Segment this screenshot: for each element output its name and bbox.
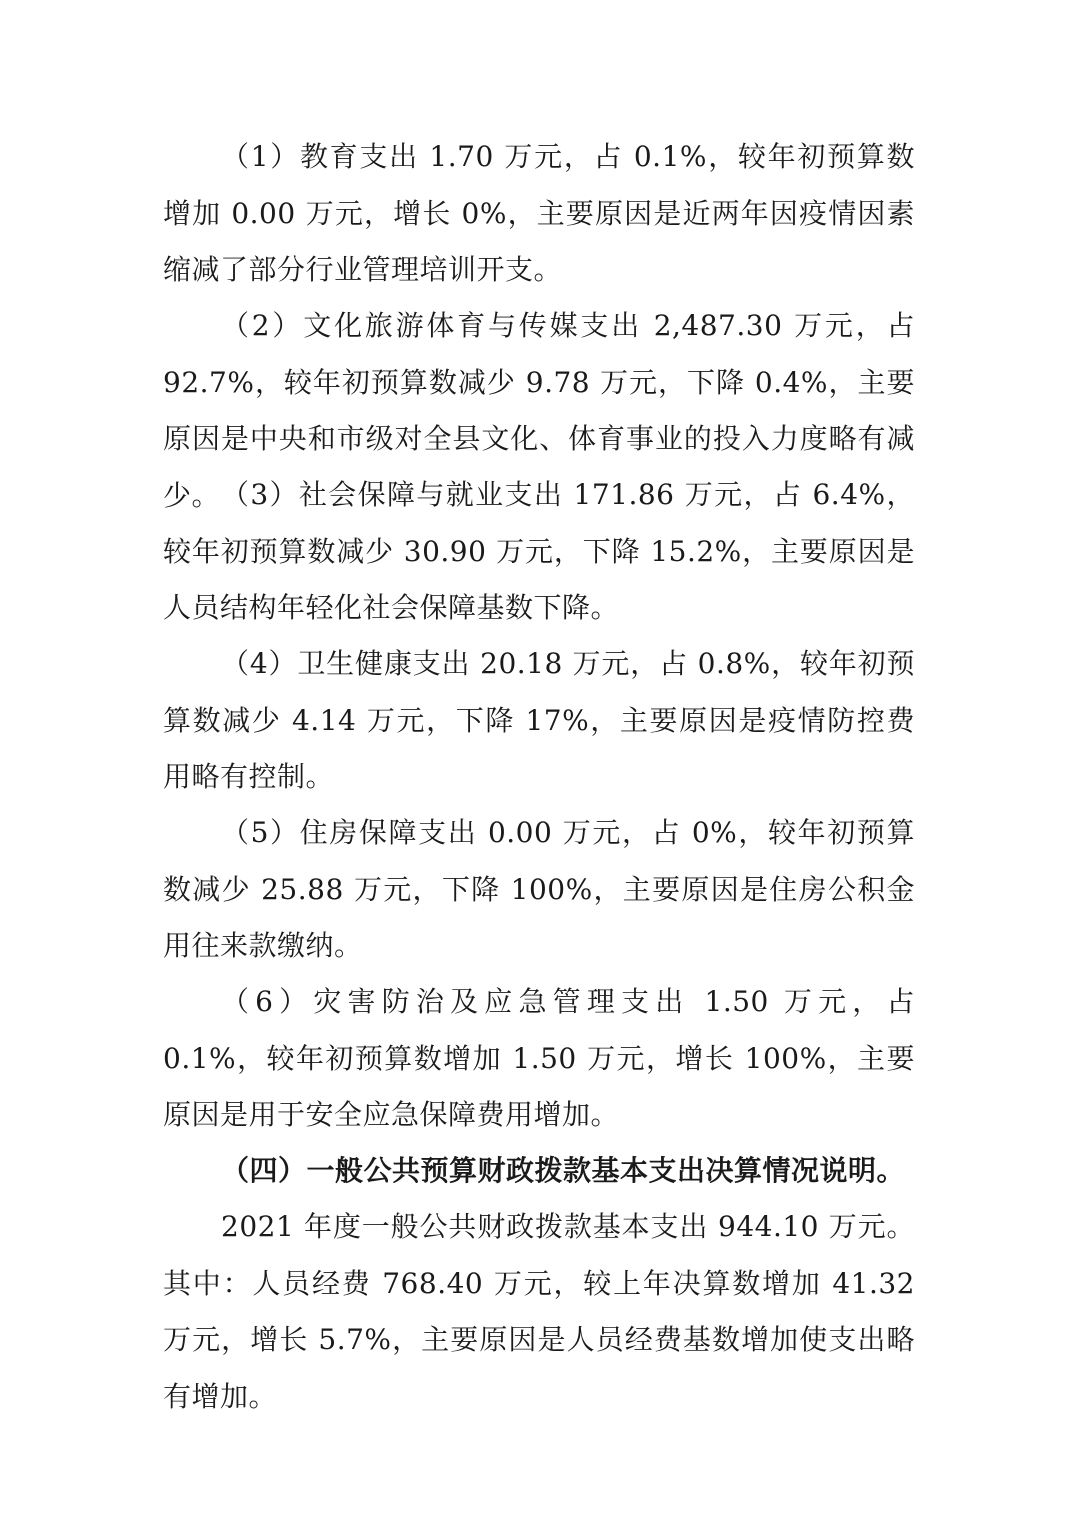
section-heading: （四）一般公共预算财政拨款基本支出决算情况说明。	[221, 1154, 906, 1187]
paragraph-culture-tourism-expense: （2）文化旅游体育与传媒支出 2,487.30 万元，占 92.7%，较年初预算数减少 9.78 万元，下降 0.4%，主要原因是中央和市级对全县文化、体育事业的投入力度略有减少。	[163, 309, 915, 512]
paragraph-disaster-prevention-expense: （6）灾害防治及应急管理支出 1.50 万元，占 0.1%，较年初预算数增加 1.50 万元，增长 100%，主要原因是用于安全应急保障费用增加。	[163, 985, 915, 1131]
paragraph-health-expense: （4）卫生健康支出 20.18 万元，占 0.8%，较年初预算数减少 4.14 万元，下降 17%，主要原因是疫情防控费用略有控制。	[163, 647, 915, 793]
paragraph-social-security-expense: （3）社会保障与就业支出 171.86 万元，占 6.4%，较年初预算数减少 30.90 万元，下降 15.2%，主要原因是人员结构年轻化社会保障基数下降。	[163, 478, 915, 624]
paragraph-education-expense: （1）教育支出 1.70 万元，占 0.1%，较年初预算数增加 0.00 万元，增长 0%，主要原因是近两年因疫情因素缩减了部分行业管理培训开支。	[163, 140, 915, 286]
paragraph-housing-expense: （5）住房保障支出 0.00 万元，占 0%，较年初预算数减少 25.88 万元，下降 100%，主要原因是住房公积金用往来款缴纳。	[163, 816, 915, 962]
paragraph-basic-expense-summary: 2021 年度一般公共财政拨款基本支出 944.10 万元。其中：人员经费 768.40 万元，较上年决算数增加 41.32 万元，增长 5.7%，主要原因是人员经费基数增加使支出略有增加。	[163, 1210, 915, 1413]
